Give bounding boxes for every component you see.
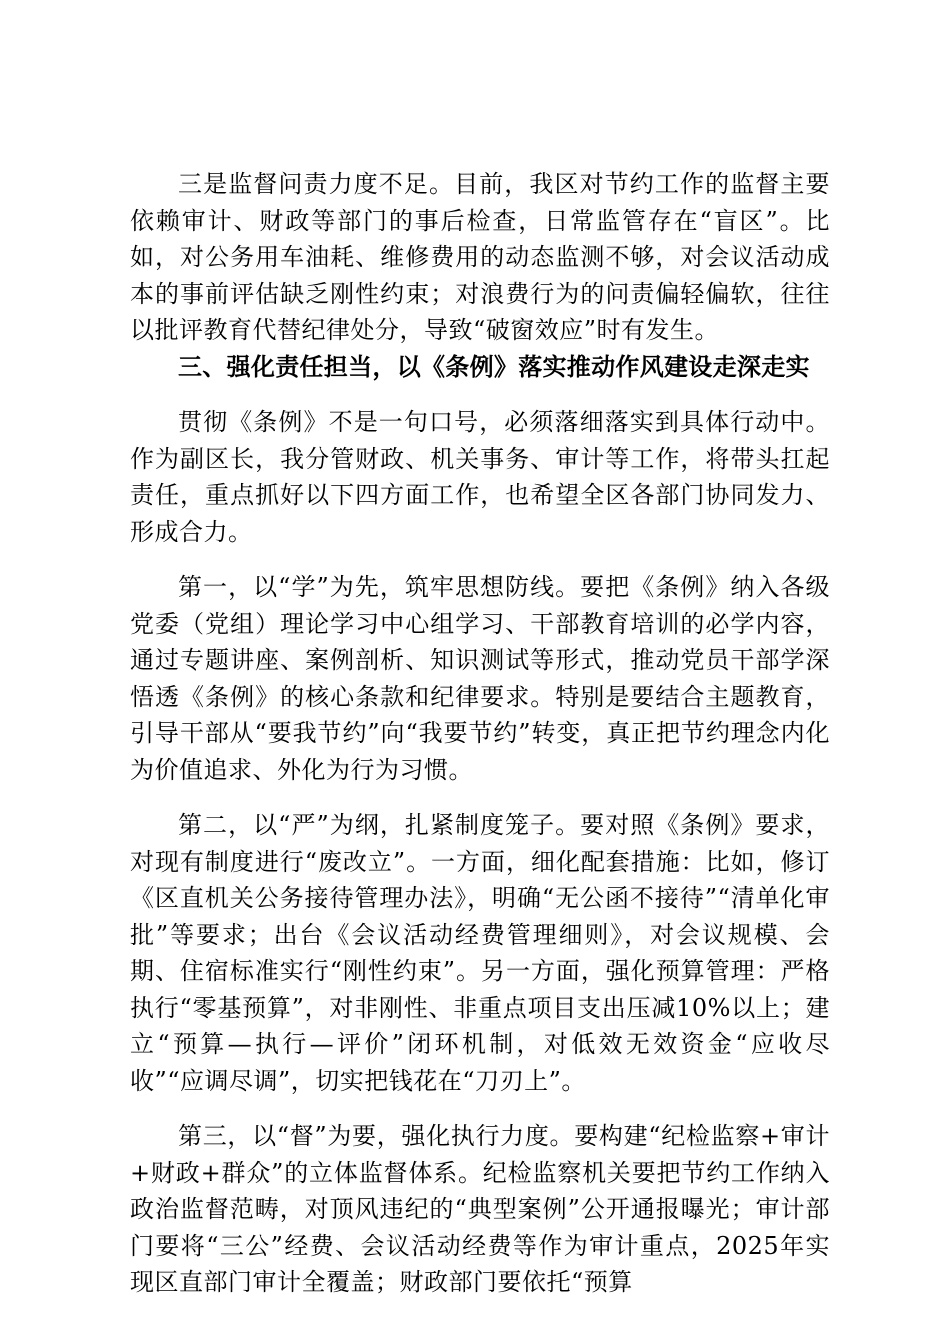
section-heading-three: 三、强化责任担当，以《条例》落实推动作风建设走深走实 [178,352,810,381]
document-body [130,166,830,1301]
paragraph-supervision-weakness: 三是监督问责力度不足。目前，我区对节约工作的监督主要依赖审计、财政等部门的事后检查，日常监管存在“盲区”。比如，对公务用车油耗、维修费用的动态监测不够，对会议活动成本的事前评估缺乏刚性约束；对浪费行为的问责偏轻偏软，往往以批评教育代替纪律处分，导致“破窗效应”时有发生。 [130,170,830,344]
paragraph-implementation-intro: 贯彻《条例》不是一句口号，必须落细落实到具体行动中。作为副区长，我分管财政、机关事务、审计等工作，将带头扛起责任，重点抓好以下四方面工作，也希望全区各部门协同发力、形成合力。 [130,408,830,546]
paragraph-third-supervise: 第三，以“督”为要，强化执行力度。要构建“纪检监察+审计+财政+群众”的立体监督体系。纪检监察机关要把节约工作纳入政治监督范畴，对顶风违纪的“典型案例”公开通报曝光；审计部门要将“三公”经费、会议活动经费等作为审计重点，2025年实现区直部门审计全覆盖；财政部门要依托“预算 [130,1122,830,1296]
paragraph-first-study: 第一，以“学”为先，筑牢思想防线。要把《条例》纳入各级党委（党组）理论学习中心组学习、干部教育培训的必学内容，通过专题讲座、案例剖析、知识测试等形式，推动党员干部学深悟透《条例》的核心条款和纪律要求。特别是要结合主题教育，引导干部从“要我节约”向“我要节约”转变，真正把节约理念内化为价值追求、外化为行为习惯。 [130,573,830,784]
paragraph-second-strict: 第二，以“严”为纲，扎紧制度笼子。要对照《条例》要求，对现有制度进行“废改立”。一方面，细化配套措施：比如，修订《区直机关公务接待管理办法》，明确“无公函不接待”“清单化审批”等要求；出台《会议活动经费管理细则》，对会议规模、会期、住宿标准实行“刚性约束”。另一方面，强化预算管理：严格执行“零基预算”，对非刚性、非重点项目支出压减10%以上；建立“预算—执行—评价”闭环机制，对低效无效资金“应收尽收”“应调尽调”，切实把钱花在“刀刃上”。 [130,811,830,1095]
